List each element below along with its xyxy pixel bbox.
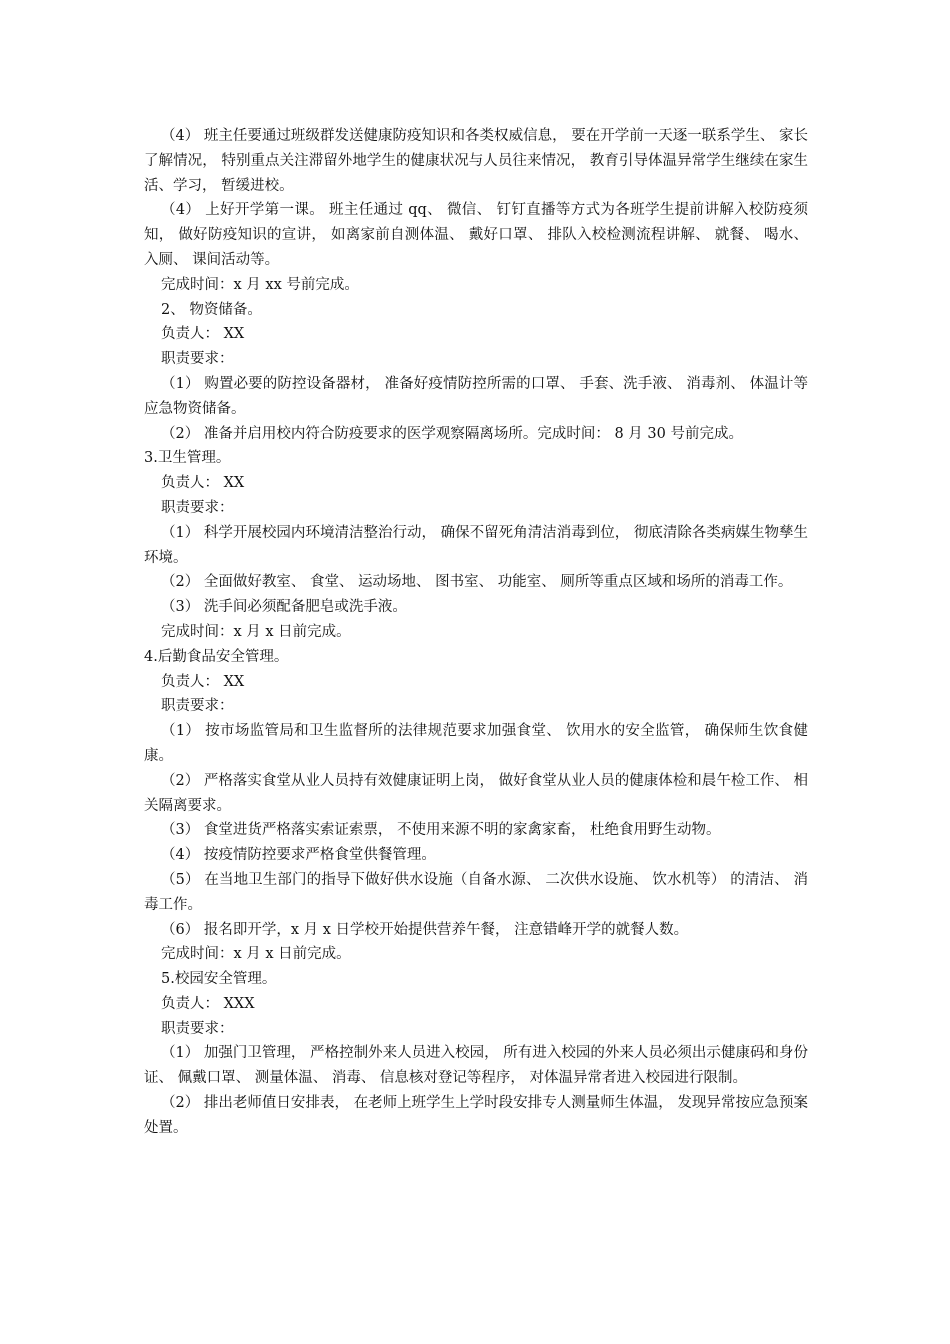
paragraph-3-item-3: （3） 洗手间必须配备肥皂或洗手液。 bbox=[161, 599, 407, 616]
duty-requirements-5: 职责要求： bbox=[161, 1020, 234, 1037]
section-heading-2: 2、 物资储备。 bbox=[161, 301, 262, 318]
paragraph-3-item-1: （1） 科学开展校园内环境清洁整治行动， 确保不留死角清洁消毒到位， 彻底清除各类病媒生物孳生环境。 bbox=[144, 524, 808, 566]
document-body bbox=[144, 124, 808, 1141]
completion-time-1: 完成时间：x 月 xx 号前完成。 bbox=[161, 276, 359, 293]
section-heading-5: 5.校园安全管理。 bbox=[161, 971, 277, 988]
paragraph-item-4-class-teacher: （4） 班主任要通过班级群发送健康防疫知识和各类权威信息， 要在开学前一天逐一联系学生、 家长了解情况， 特别重点关注滞留外地学生的健康状况与人员往来情况， 教育引导体温异常学生继续在家生活、学习， 暂缓进校。 bbox=[144, 128, 808, 194]
paragraph-4-item-4: （4） 按疫情防控要求严格食堂供餐管理。 bbox=[161, 847, 436, 864]
paragraph-4-item-1: （1） 按市场监管局和卫生监督所的法律规范要求加强食堂、 饮用水的安全监管， 确保师生饮食健康。 bbox=[144, 723, 808, 764]
completion-time-3: 完成时间：x 月 x 日前完成。 bbox=[161, 623, 351, 640]
responsible-person-2: 负责人： XX bbox=[161, 326, 245, 343]
paragraph-4-item-5: （5） 在当地卫生部门的指导下做好供水设施（自备水源、 二次供水设施、 饮水机等） 的清洁、 消毒工作。 bbox=[144, 871, 808, 913]
paragraph-item-4-first-lesson: （4） 上好开学第一课。 班主任通过 qq、 微信、 钉钉直播等方式为各班学生提前讲解入校防疫须知， 做好防疫知识的宣讲， 如离家前自测体温、 戴好口罩、 排队入校检测流程讲解、 就餐、 喝水、 入厕、 课间活动等。 bbox=[144, 202, 808, 268]
duty-requirements-2: 职责要求： bbox=[161, 351, 234, 368]
responsible-person-3: 负责人： XX bbox=[161, 475, 245, 492]
paragraph-3-item-2: （2） 全面做好教室、 食堂、 运动场地、 图书室、 功能室、 厕所等重点区域和场所的消毒工作。 bbox=[161, 574, 793, 591]
responsible-person-4: 负责人： XX bbox=[161, 673, 245, 690]
paragraph-4-item-2: （2） 严格落实食堂从业人员持有效健康证明上岗， 做好食堂从业人员的健康体检和晨午检工作、 相关隔离要求。 bbox=[144, 772, 808, 814]
responsible-person-5: 负责人： XXX bbox=[161, 995, 255, 1012]
completion-time-4: 完成时间：x 月 x 日前完成。 bbox=[161, 946, 351, 963]
section-heading-4: 4.后勤食品安全管理。 bbox=[144, 648, 289, 665]
paragraph-2-item-2: （2） 准备并启用校内符合防疫要求的医学观察隔离场所。完成时间： 8 月 30 号前完成。 bbox=[161, 425, 743, 442]
section-heading-3: 3.卫生管理。 bbox=[144, 450, 231, 467]
paragraph-5-item-2: （2） 排出老师值日安排表， 在老师上班学生上学时段安排专人测量师生体温， 发现异常按应急预案处置。 bbox=[144, 1095, 808, 1136]
duty-requirements-4: 职责要求： bbox=[161, 698, 234, 715]
duty-requirements-3: 职责要求： bbox=[161, 499, 234, 516]
paragraph-5-item-1: （1） 加强门卫管理， 严格控制外来人员进入校园， 所有进入校园的外来人员必须出示健康码和身份证、 佩戴口罩、 测量体温、 消毒、 信息核对登记等程序， 对体温异常者进入校园进行限制。 bbox=[144, 1045, 808, 1087]
paragraph-4-item-6: （6） 报名即开学，x 月 x 日学校开始提供营养午餐， 注意错峰开学的就餐人数。 bbox=[161, 921, 689, 938]
paragraph-2-item-1: （1） 购置必要的防控设备器材， 准备好疫情防控所需的口罩、 手套、洗手液、 消毒剂、 体温计等应急物资储备。 bbox=[144, 375, 808, 417]
paragraph-4-item-3: （3） 食堂进货严格落实索证索票， 不使用来源不明的家禽家畜， 杜绝食用野生动物。 bbox=[161, 822, 721, 839]
